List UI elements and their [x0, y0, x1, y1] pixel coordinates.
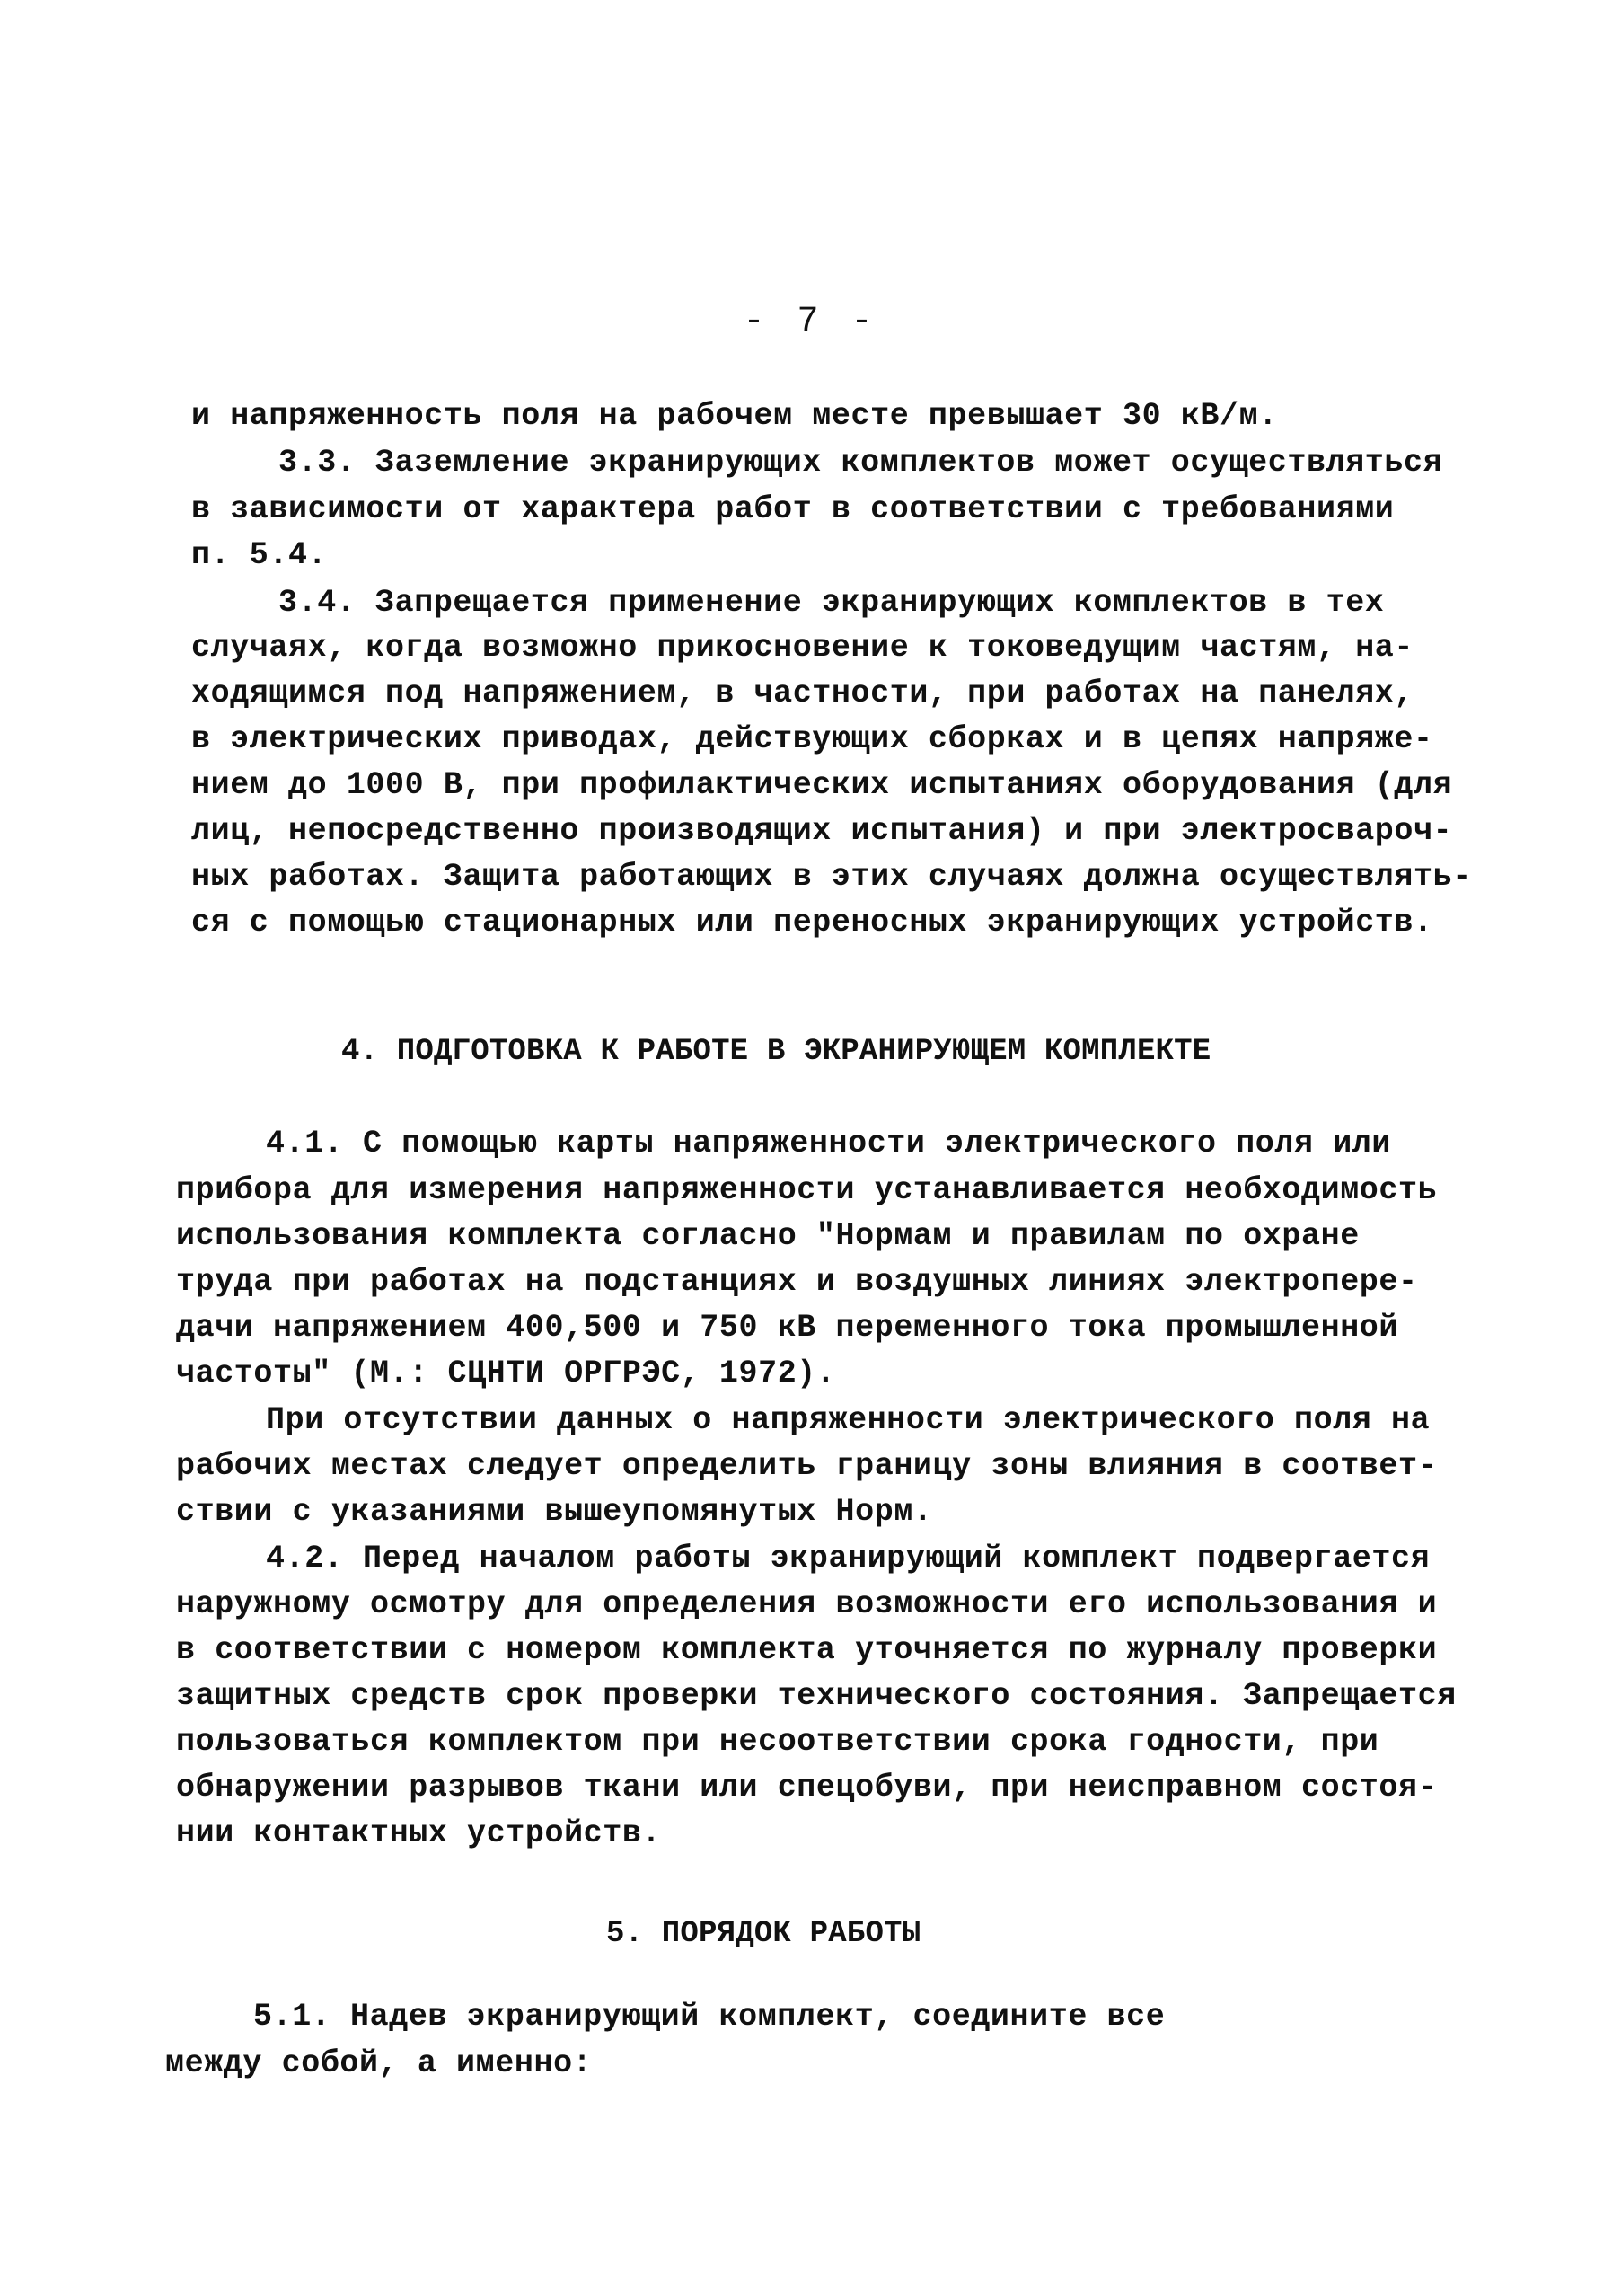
text-line: и напряженность поля на рабочем месте превышает 30 кВ/м. — [191, 398, 1278, 434]
section-heading: 5. ПОРЯДОК РАБОТЫ — [606, 1917, 921, 1951]
text-line: защитных средств срок проверки технического состояния. Запрещается — [176, 1678, 1457, 1714]
text-line: в электрических приводах, действующих сборках и в цепях напряже- — [191, 721, 1433, 757]
text-line: труда при работах на подстанциях и воздушных линиях электропере- — [176, 1264, 1418, 1300]
text-line: обнаружении разрывов ткани или спецобуви, при неисправном состоя- — [176, 1770, 1438, 1806]
text-line: 5.1. Надев экранирующий комплект, соедините все — [253, 1999, 1166, 2035]
text-line: ствии с указаниями вышеупомянутых Норм. — [176, 1494, 933, 1530]
text-line: между собой, а именно: — [165, 2045, 593, 2081]
section-heading: 4. ПОДГОТОВКА К РАБОТЕ В ЭКРАНИРУЮЩЕМ КОМПЛЕКТЕ — [341, 1035, 1211, 1069]
text-line: ся с помощью стационарных или переносных экранирующих устройств. — [191, 905, 1433, 940]
text-line: 4.1. С помощью карты напряженности электрического поля или — [266, 1126, 1391, 1161]
text-line: рабочих местах следует определить границу зоны влияния в соответ- — [176, 1448, 1438, 1484]
text-line: При отсутствии данных о напряженности электрического поля на — [266, 1402, 1431, 1438]
text-line: нием до 1000 В, при профилактических испытаниях оборудования (для — [191, 767, 1453, 803]
text-line: частоты" (М.: СЦНТИ ОРГРЭС, 1972). — [176, 1356, 836, 1391]
text-line: ных работах. Защита работающих в этих случаях должна осуществлять- — [191, 859, 1472, 895]
text-line: пользоваться комплектом при несоответствии срока годности, при — [176, 1724, 1379, 1760]
text-line: в соответствии с номером комплекта уточняется по журналу проверки — [176, 1632, 1438, 1668]
text-line: прибора для измерения напряженности устанавливается необходимость — [176, 1172, 1438, 1208]
text-line: использования комплекта согласно "Нормам и правилам по охране — [176, 1218, 1360, 1254]
text-line: лиц, непосредственно производящих испытания) и при электросвароч- — [191, 813, 1453, 849]
text-line: дачи напряжением 400,500 и 750 кВ переменного тока промышленной — [176, 1310, 1399, 1346]
text-line: ходящимся под напряжением, в частности, при работах на панелях, — [191, 676, 1414, 711]
text-line: в зависимости от характера работ в соответствии с требованиями — [191, 491, 1395, 527]
text-line: случаях, когда возможно прикосновение к токоведущим частям, на- — [191, 630, 1414, 666]
text-line: 4.2. Перед началом работы экранирующий комплект подвергается — [266, 1541, 1431, 1576]
text-line: 3.3. Заземление экранирующих комплектов может осуществляться — [278, 445, 1443, 481]
page-number: - 7 - — [743, 302, 878, 342]
text-line: наружному осмотру для определения возможности его использования и — [176, 1586, 1438, 1622]
text-line: нии контактных устройств. — [176, 1815, 662, 1851]
text-line: п. 5.4. — [191, 537, 328, 573]
text-line: 3.4. Запрещается применение экранирующих комплектов в тех — [278, 585, 1385, 621]
